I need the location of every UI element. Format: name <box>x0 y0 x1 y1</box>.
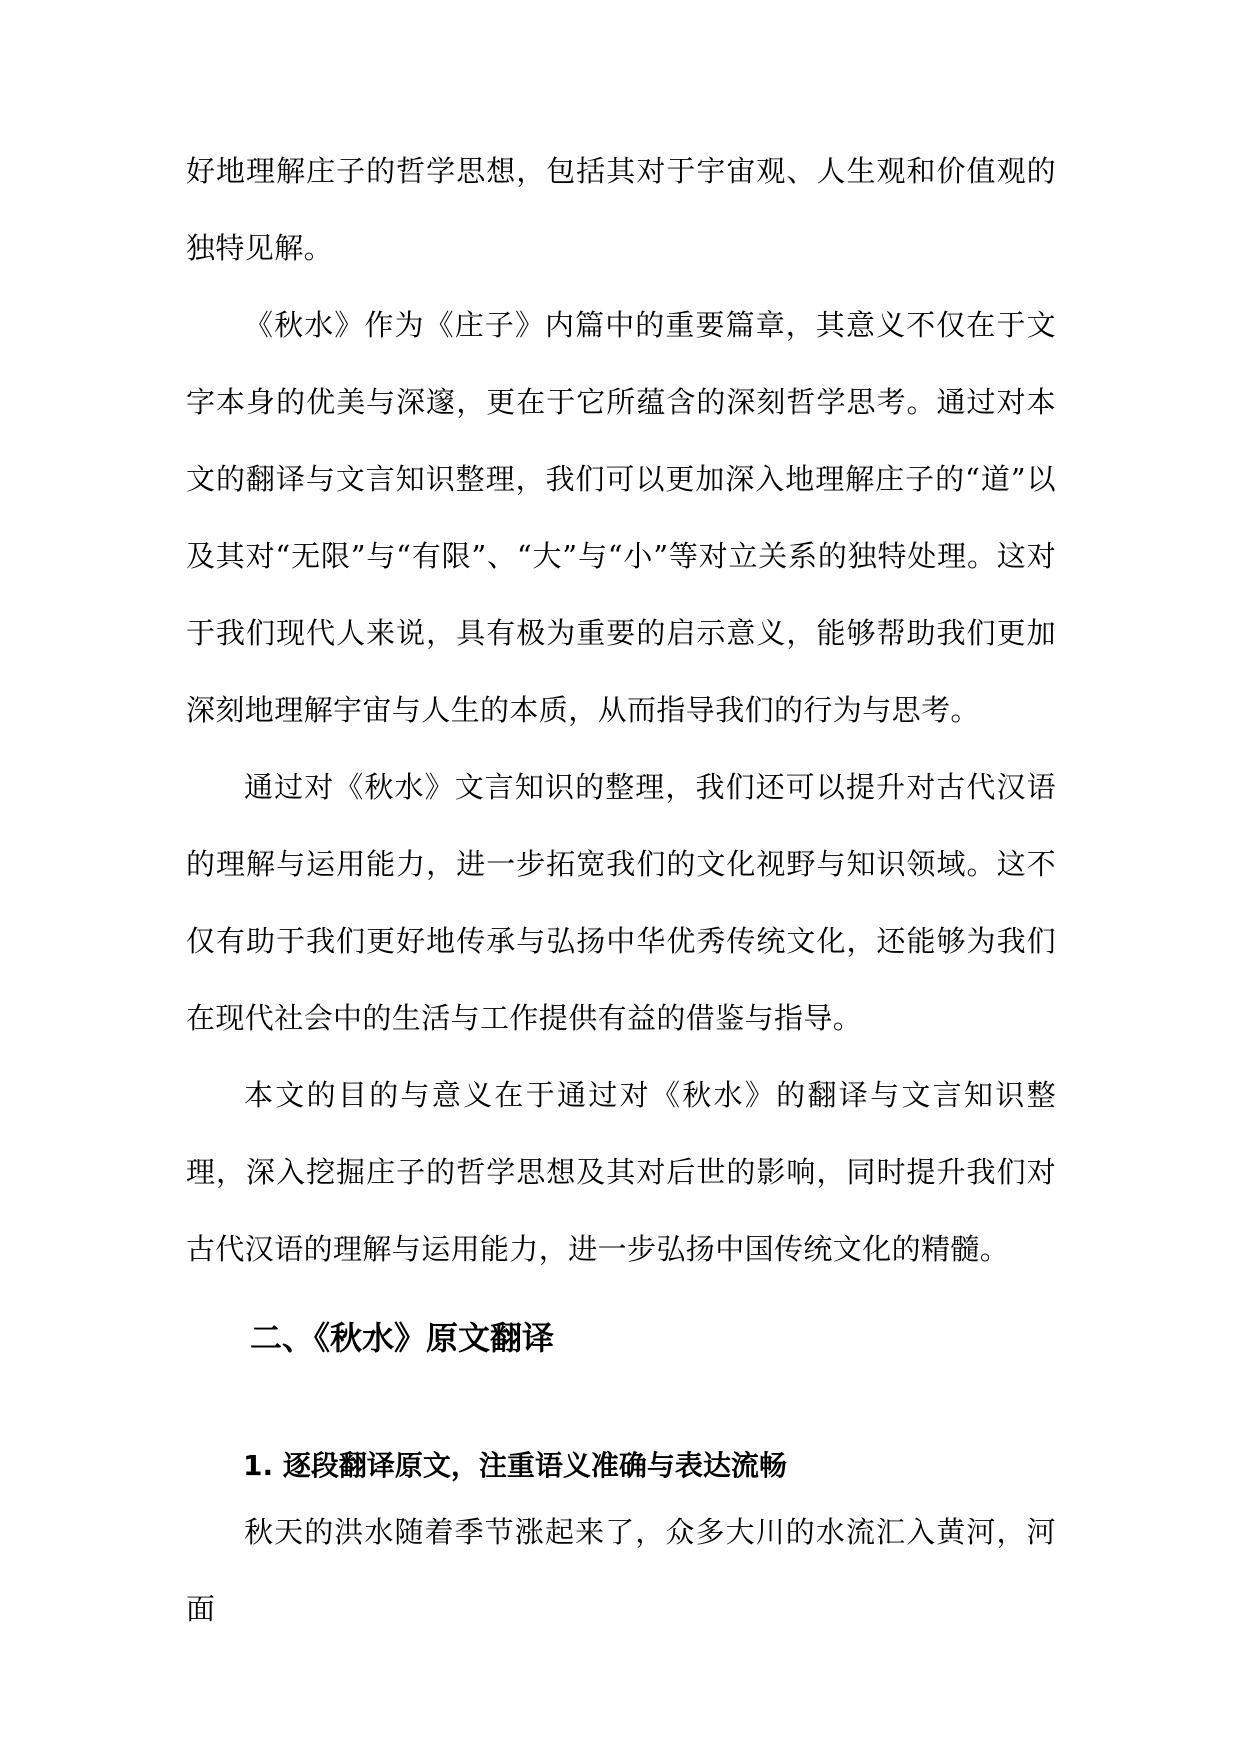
paragraph-purpose: 本文的目的与意义在于通过对《秋水》的翻译与文言知识整理，深入挖掘庄子的哲学思想及其对后世的影响，同时提升我们对古代汉语的理解与运用能力，进一步弘扬中国传统文化的精髓。 <box>186 1078 1056 1266</box>
paragraph-translation-start: 秋天的洪水随着季节涨起来了，众多大川的水流汇入黄河，河面 <box>186 1515 1056 1626</box>
paragraph-significance: 《秋水》作为《庄子》内篇中的重要篇章，其意义不仅在于文字本身的优美与深邃，更在于它所蕴含的深刻哲学思考。通过对本文的翻译与文言知识整理，我们可以更加深入地理解庄子的“道”以及其对“无限”与“有限”、“大”与“小”等对立关系的独特处理。这对于我们现代人来说，具有极为重要的启示意义，能够帮助我们更加深刻地理解宇宙与人生的本质，从而指导我们的行为与思考。 <box>186 308 1056 727</box>
paragraph-continuation: 好地理解庄子的哲学思想，包括其对于宇宙观、人生观和价值观的独特见解。 <box>186 154 1056 265</box>
section-heading: 二、《秋水》原文翻译 <box>250 1319 555 1357</box>
paragraph-language-ability: 通过对《秋水》文言知识的整理，我们还可以提升对古代汉语的理解与运用能力，进一步拓宽我们的文化视野与知识领域。这不仅有助于我们更好地传承与弘扬中华优秀传统文化，还能够为我们在现代社会中的生活与工作提供有益的借鉴与指导。 <box>186 770 1056 1035</box>
subsection-heading: 1. 逐段翻译原文，注重语义准确与表达流畅 <box>243 1449 787 1482</box>
